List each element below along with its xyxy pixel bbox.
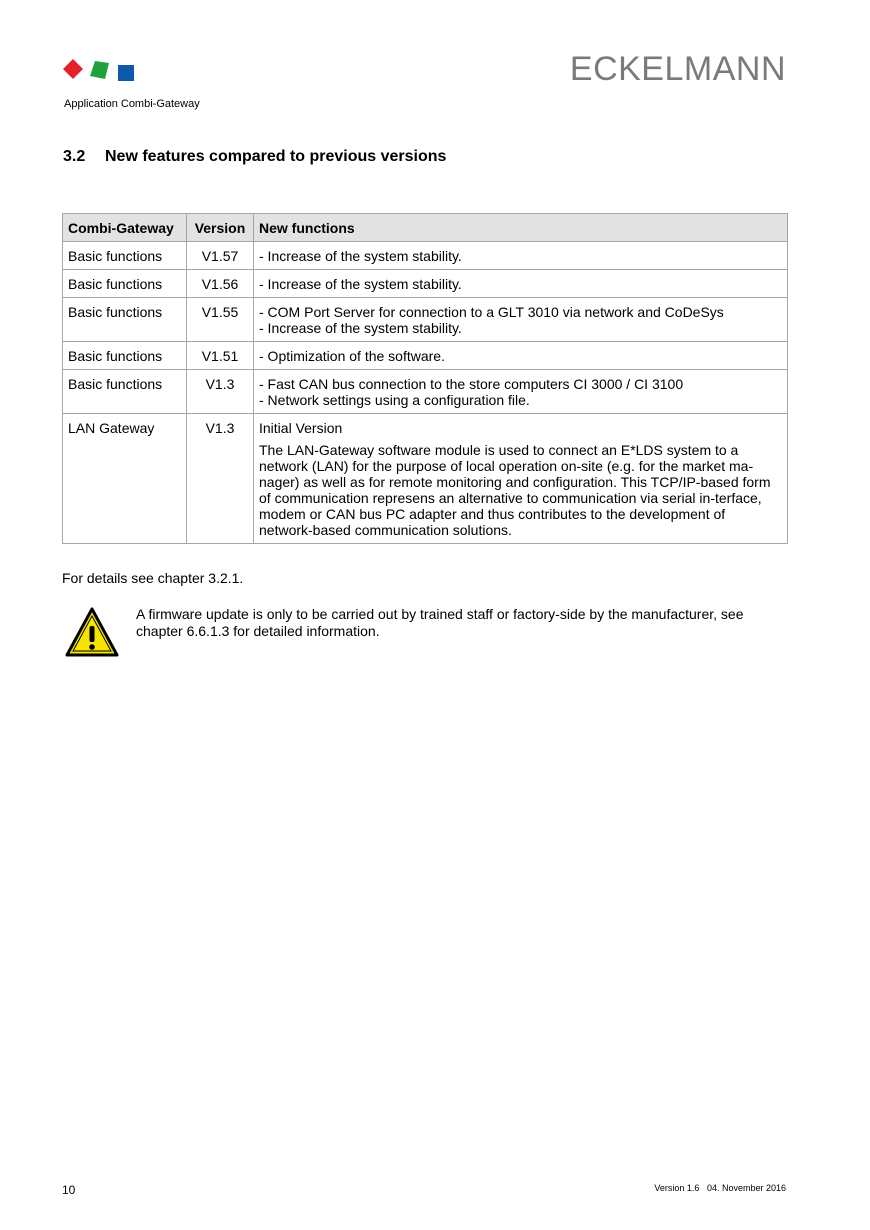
- brand-name: ECKELMANN: [569, 50, 786, 88]
- warning-text: A firmware update is only to be carried out by trained staff or factory-side by the manufacturer, see chapter 6.6.1.3 for detailed information.: [136, 606, 744, 639]
- page-number: 10: [62, 1183, 76, 1197]
- section-heading: [63, 148, 446, 166]
- cell-module: Basic functions: [63, 270, 187, 298]
- cell-functions: [254, 270, 788, 298]
- logo-blue-square: [118, 65, 134, 81]
- table-row: [63, 298, 788, 342]
- function-line: - Network settings using a configuration file.: [259, 392, 530, 408]
- table-row: [63, 414, 788, 544]
- cell-functions: [254, 370, 788, 414]
- logo-green-parallelogram: [90, 61, 109, 79]
- cell-module: Basic functions: [63, 298, 187, 342]
- cell-version: V1.55: [187, 298, 254, 342]
- column-header-version: Version: [187, 214, 254, 242]
- cell-functions: [254, 298, 788, 342]
- column-header-module: Combi-Gateway: [63, 214, 187, 242]
- cell-version: V1.3: [187, 370, 254, 414]
- function-line: Initial Version: [259, 420, 343, 436]
- eckelmann-logo: [63, 57, 138, 85]
- function-line: - Increase of the system stability.: [259, 276, 462, 292]
- function-line: - Increase of the system stability.: [259, 248, 462, 264]
- table-row: [63, 370, 788, 414]
- application-name: Application Combi-Gateway: [64, 98, 200, 110]
- details-reference: For details see chapter 3.2.1.: [62, 570, 244, 586]
- document-version: Version 1.6 04. November 2016: [654, 1183, 786, 1193]
- cell-version: V1.56: [187, 270, 254, 298]
- function-line: - Optimization of the software.: [259, 348, 445, 364]
- section-number: 3.2: [63, 148, 86, 165]
- table-row: [63, 242, 788, 270]
- cell-functions: [254, 414, 788, 544]
- cell-module: Basic functions: [63, 342, 187, 370]
- feature-table: [62, 213, 788, 544]
- function-description: The LAN-Gateway software module is used to connect an E*LDS system to a network (LAN) for the purpose of local operation on-site (e.g. for the market ma-nager) as well as for remote monitoring and configuration. This TCP/IP-based form of communication represens an alternative to communication via serial in-terface, modem or CAN bus PC adapter and thus contributes to the development of network-based communication solutions.: [259, 442, 771, 538]
- section-title-text: New features compared to previous versions: [105, 148, 447, 165]
- column-header-functions: New functions: [254, 214, 788, 242]
- function-line: - Fast CAN bus connection to the store computers CI 3000 / CI 3100: [259, 376, 684, 392]
- table-row: [63, 342, 788, 370]
- table-header-row: [63, 214, 788, 242]
- function-line: - Increase of the system stability.: [259, 320, 462, 336]
- cell-version: V1.57: [187, 242, 254, 270]
- warning-icon: [64, 606, 120, 658]
- cell-module: LAN Gateway: [63, 414, 187, 544]
- cell-version: V1.51: [187, 342, 254, 370]
- cell-functions: [254, 242, 788, 270]
- logo-red-diamond: [63, 59, 83, 79]
- cell-functions: [254, 342, 788, 370]
- function-line: - COM Port Server for connection to a GLT 3010 via network and CoDeSys: [259, 304, 724, 320]
- table-row: [63, 270, 788, 298]
- cell-module: Basic functions: [63, 242, 187, 270]
- cell-module: Basic functions: [63, 370, 187, 414]
- cell-version: V1.3: [187, 414, 254, 544]
